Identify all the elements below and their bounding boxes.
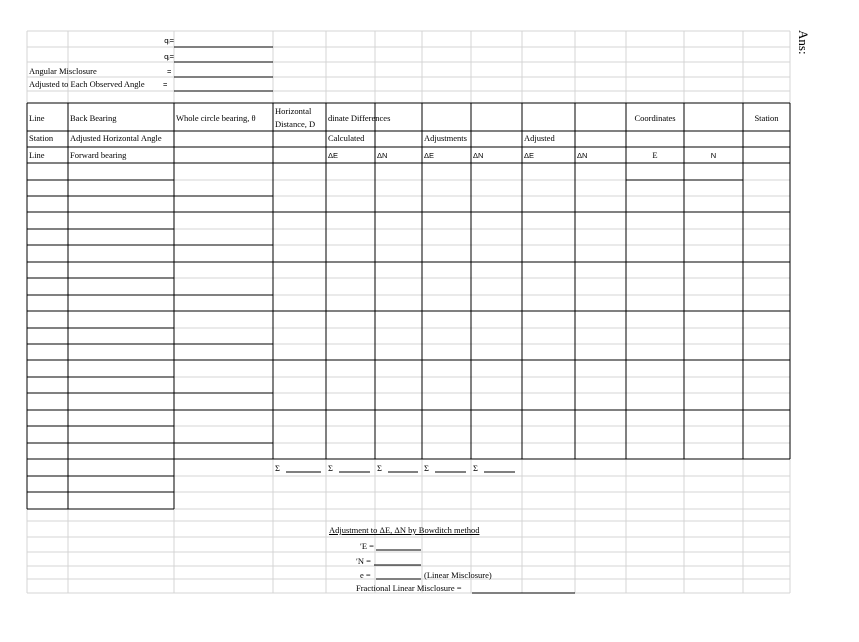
header-adjusted-de: ΔE	[524, 151, 535, 160]
header-whole-circle-bearing: Whole circle bearing, θ	[176, 113, 256, 123]
header-line-row3: Line	[29, 150, 45, 160]
header-horizontal-distance-line2: Distance, D	[275, 119, 316, 129]
header-calculated-de: ΔE	[328, 151, 339, 160]
sum-calculated-de: Σ	[328, 463, 333, 473]
adjusted-angle-label: Adjusted to Each Observed Angle	[29, 79, 145, 89]
bowditch-fractional-label: Fractional Linear Misclosure =	[356, 583, 462, 593]
header-calculated-dn: ΔN	[377, 151, 388, 160]
header-northing: N	[710, 151, 717, 160]
bowditch-n-label: ʹN =	[356, 556, 371, 566]
q1-label: qᵢ=	[164, 36, 174, 45]
header-back-bearing: Back Bearing	[70, 113, 117, 123]
angular-misclosure-equals: =	[167, 67, 172, 76]
sum-adjustments-de: Σ	[424, 463, 429, 473]
sum-calculated-dn: Σ	[377, 463, 382, 473]
header-adjustments-dn: ΔN	[473, 151, 484, 160]
header-coordinates: Coordinates	[634, 113, 676, 123]
sum-adjustments-dn: Σ	[473, 463, 478, 473]
header-adjusted: Adjusted	[524, 133, 555, 143]
header-adjustments: Adjustments	[424, 133, 467, 143]
header-horizontal-distance-line1: Horizontal	[275, 106, 312, 116]
header-adjustments-de: ΔE	[424, 151, 435, 160]
header-station-row2: Station	[29, 133, 54, 143]
header-line: Line	[29, 113, 45, 123]
header-calculated: Calculated	[328, 133, 365, 143]
header-forward-bearing: Forward bearing	[70, 150, 127, 160]
bowditch-title: Adjustment to ΔE, ΔN by Bowditch method	[329, 525, 480, 535]
bowditch-linear-misclosure: (Linear Misclosure)	[424, 570, 492, 580]
header-station: Station	[754, 113, 779, 123]
q2-label: qⱼ=	[164, 52, 174, 61]
sum-horizontal-distance: Σ	[275, 463, 280, 473]
header-easting: E	[652, 150, 658, 160]
answer-label: Ans:	[796, 30, 811, 55]
angular-misclosure-label: Angular Misclosure	[29, 66, 97, 76]
header-adjusted-dn: ΔN	[577, 151, 588, 160]
bowditch-e-label: ʹE =	[360, 541, 374, 551]
header-adjusted-horizontal-angle: Adjusted Horizontal Angle	[70, 133, 162, 143]
header-coordinate-differences: dinate Differences	[328, 113, 391, 123]
bowditch-misclosure-label: e =	[360, 570, 371, 580]
adjusted-angle-equals: =	[163, 80, 168, 89]
